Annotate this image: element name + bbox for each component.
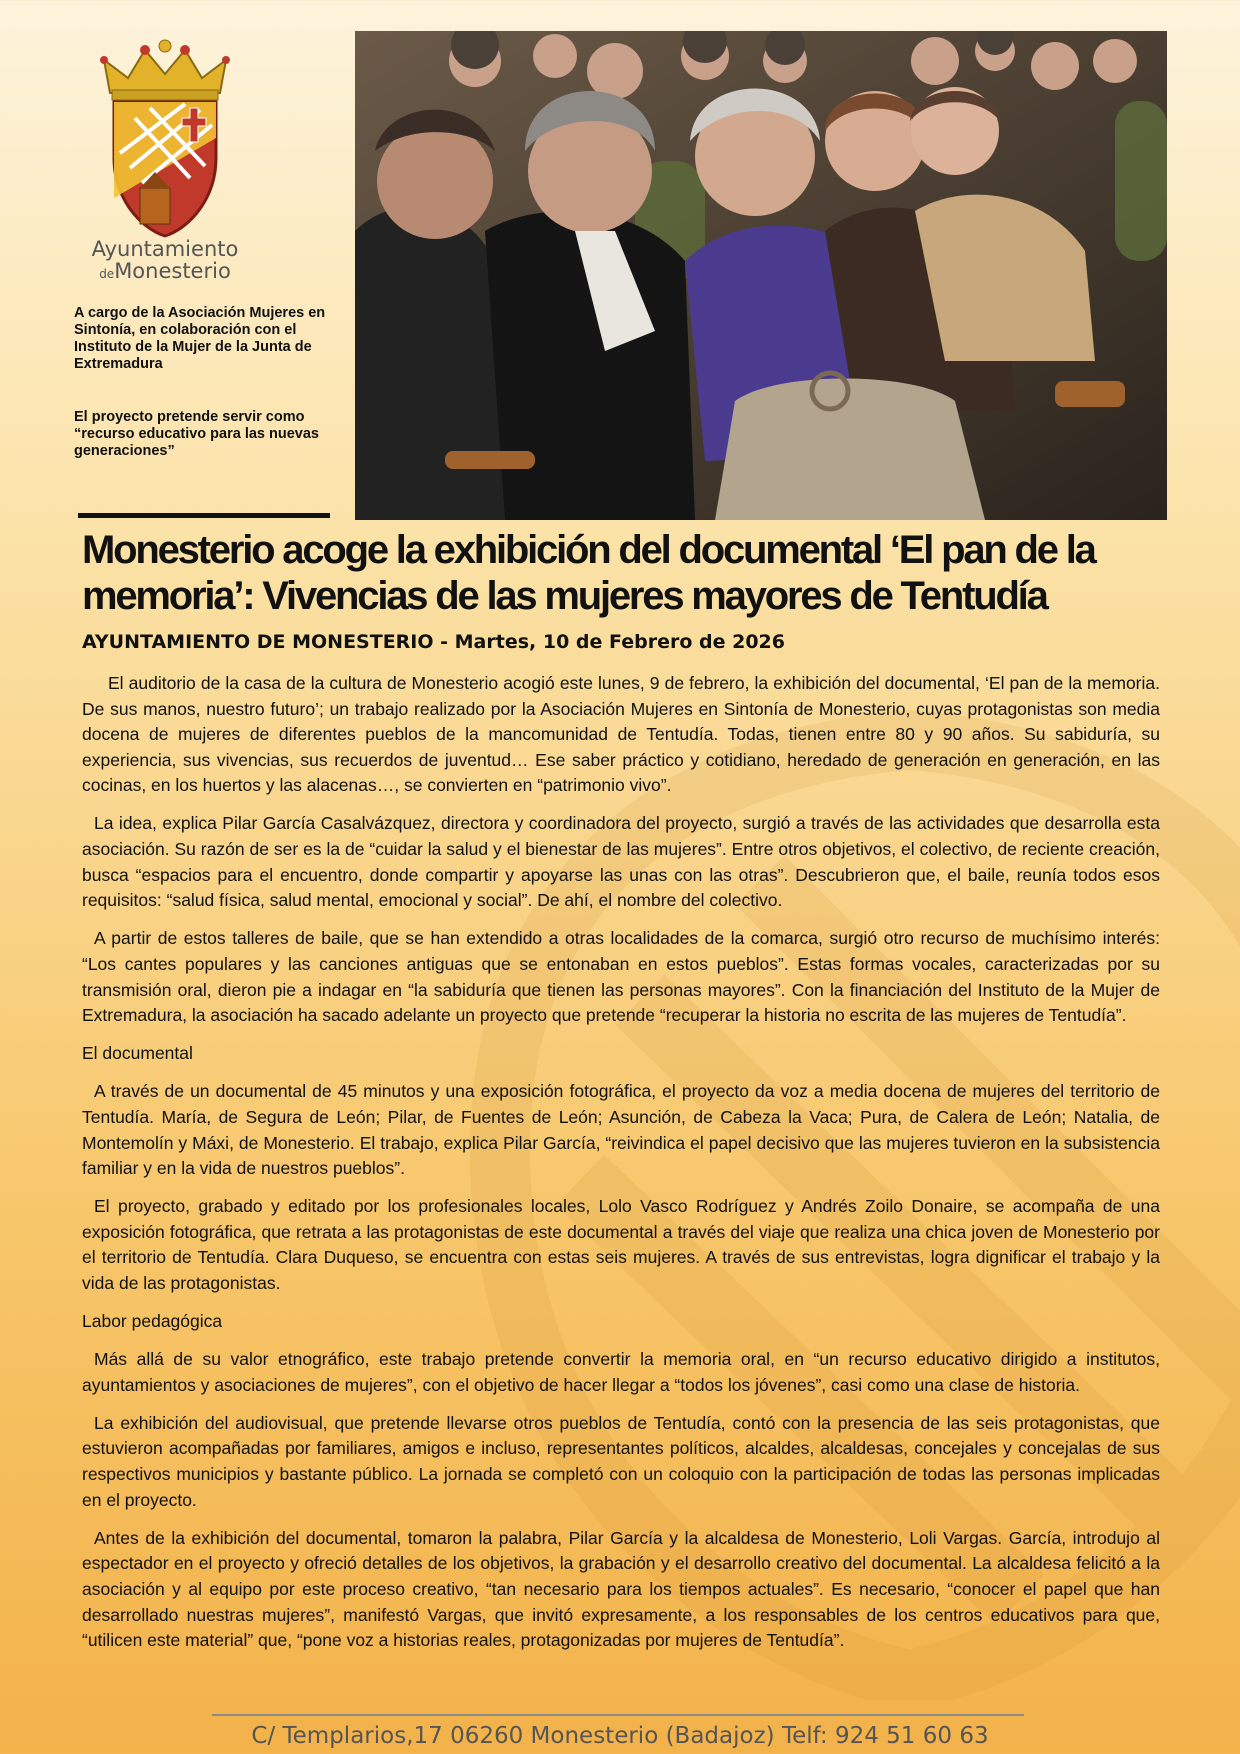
article-headline: Monesterio acoge la exhibición del documental ‘El pan de la memoria’: Vivencias de las mujeres mayores de Tentudía [82, 528, 1095, 618]
article-byline: AYUNTAMIENTO DE MONESTERIO - Martes, 10 de Febrero de 2026 [82, 631, 785, 653]
section-heading: El documental [82, 1043, 193, 1064]
footer-address: C/ Templarios,17 06260 Monesterio (Badajoz) Telf: 924 51 60 63 [251, 1723, 989, 1749]
paragraph: A través de un documental de 45 minutos y una exposición fotográfica, el proyecto da voz a media docena de mujeres del territorio de Tentudía. María, de Segura de León; Pilar, de Fuentes de León; Asunción, de Cabeza la Vaca; Pura, de Calera de León; Natalia, de Montemolín y Máxi, de Monesterio. El trabajo, explica Pilar García, “reivindica el papel decisivo que las mujeres tuvieron en la subsistencia familiar y en la vida de nuestros pueblos”. [82, 1081, 1160, 1179]
paragraph: La exhibición del audiovisual, que pretende llevarse otros pueblos de Tentudía, contó con la presencia de las seis protagonistas, que estuvieron acompañadas por familiares, amigos e incluso, representantes políticos, alcaldes, alcaldesas, concejales y concejalas de sus respectivos municipios y bastante público. La jornada se completó con un coloquio con la participación de todas las personas implicadas en el proyecto. [82, 1412, 1160, 1510]
municipality-logo [90, 38, 240, 288]
paragraph: El auditorio de la casa de la cultura de Monesterio acogió este lunes, 9 de febrero, la exhibición del documental, ‘El pan de la memoria. De sus manos, nuestro futuro’; un trabajo realizado por la Asociación Mujeres en Sintonía de Monesterio, cuyas protagonistas son media docena de mujeres de diferentes pueblos de la mancomunidad de Tentudía. Todas, tienen entre 80 y 90 años. Su sabiduría, su experiencia, sus vivencias, sus recuerdos de juventud… Ese saber práctico y cotidiano, heredado de generación en generación, en las cocinas, en los huertos y las alacenas…, se convierten en “patrimonio vivo”. [82, 673, 1160, 796]
footer-rule [212, 1714, 1024, 1716]
audience-photo [355, 31, 1167, 520]
paragraph: La idea, explica Pilar García Casalvázquez, directora y coordinadora del proyecto, surgió a través de las actividades que desarrolla esta asociación. Su razón de ser es la de “cuidar la salud y el bienestar de las mujeres”. Entre otros objetivos, el colectivo, de reciente creación, busca “espacios para el encuentro, donde compartir y apoyarse las unas con las otras”. Descubrieron que, el baile, reunía todos esos requisitos: “salud física, salud mental, emocional y social”. De ahí, el nombre del colectivo. [82, 813, 1160, 911]
article-body [82, 671, 1160, 1666]
logo-wordmark: Ayuntamiento deMonesterio [91, 237, 239, 284]
section-heading: Labor pedagógica [82, 1311, 223, 1332]
paragraph: Más allá de su valor etnográfico, este trabajo pretende convertir la memoria oral, en “un recurso educativo dirigido a institutos, ayuntamientos y asociaciones de mujeres”, con el objetivo de hacer llegar a “todos los jóvenes”, casi como una clase de historia. [82, 1349, 1160, 1395]
side-note-purpose: El proyecto pretende servir como “recurso educativo para las nuevas generaciones” [74, 409, 319, 459]
paragraph: El proyecto, grabado y editado por los profesionales locales, Lolo Vasco Rodríguez y Andrés Zoilo Donaire, se acompaña de una exposición fotográfica, que retrata a las protagonistas de este documental a través del viaje que realiza una chica joven de Monesterio por el territorio de Tentudía. Clara Duqueso, se encuentra con estas seis mujeres. A través de sus entrevistas, logra dignificar el trabajo y la vida de las protagonistas. [82, 1196, 1160, 1293]
headline-rule [78, 513, 330, 518]
side-note-credit: A cargo de la Asociación Mujeres en Sintonía, en colaboración con el Instituto de la Mujer de la Junta de Extremadura [74, 305, 326, 372]
coat-of-arms-icon [90, 38, 240, 238]
paragraph: Antes de la exhibición del documental, tomaron la palabra, Pilar García y la alcaldesa de Monesterio, Loli Vargas. García, introdujo al espectador en el proyecto y ofreció detalles de los objetivos, la grabación y el desarrollo creativo del documental. La alcaldesa felicitó a la asociación y al equipo por este proceso creativo, “tan necesario para los tiempos actuales”. Es necesario, “conocer el papel que han desarrollado nuestras mujeres”, manifestó Vargas, que invitó expresamente, a los responsables de los centros educativos para que, “utilicen este material” que, “pone voz a historias reales, protagonizadas por mujeres de Tentudía”. [82, 1527, 1160, 1651]
paragraph: A partir de estos talleres de baile, que se han extendido a otras localidades de la comarca, surgió otro recurso de muchísimo interés: “Los cantes populares y las canciones antiguas que se entonaban en estos pueblos”. Estas formas vocales, caracterizadas por su transmisión oral, dieron pie a indagar en “la sabiduría que tienen las personas mayores”. Con la financiación del Instituto de la Mujer de Extremadura, la asociación ha sacado adelante un proyecto que pretende “recuperar la historia no escrita de las mujeres de Tentudía”. [82, 928, 1160, 1026]
